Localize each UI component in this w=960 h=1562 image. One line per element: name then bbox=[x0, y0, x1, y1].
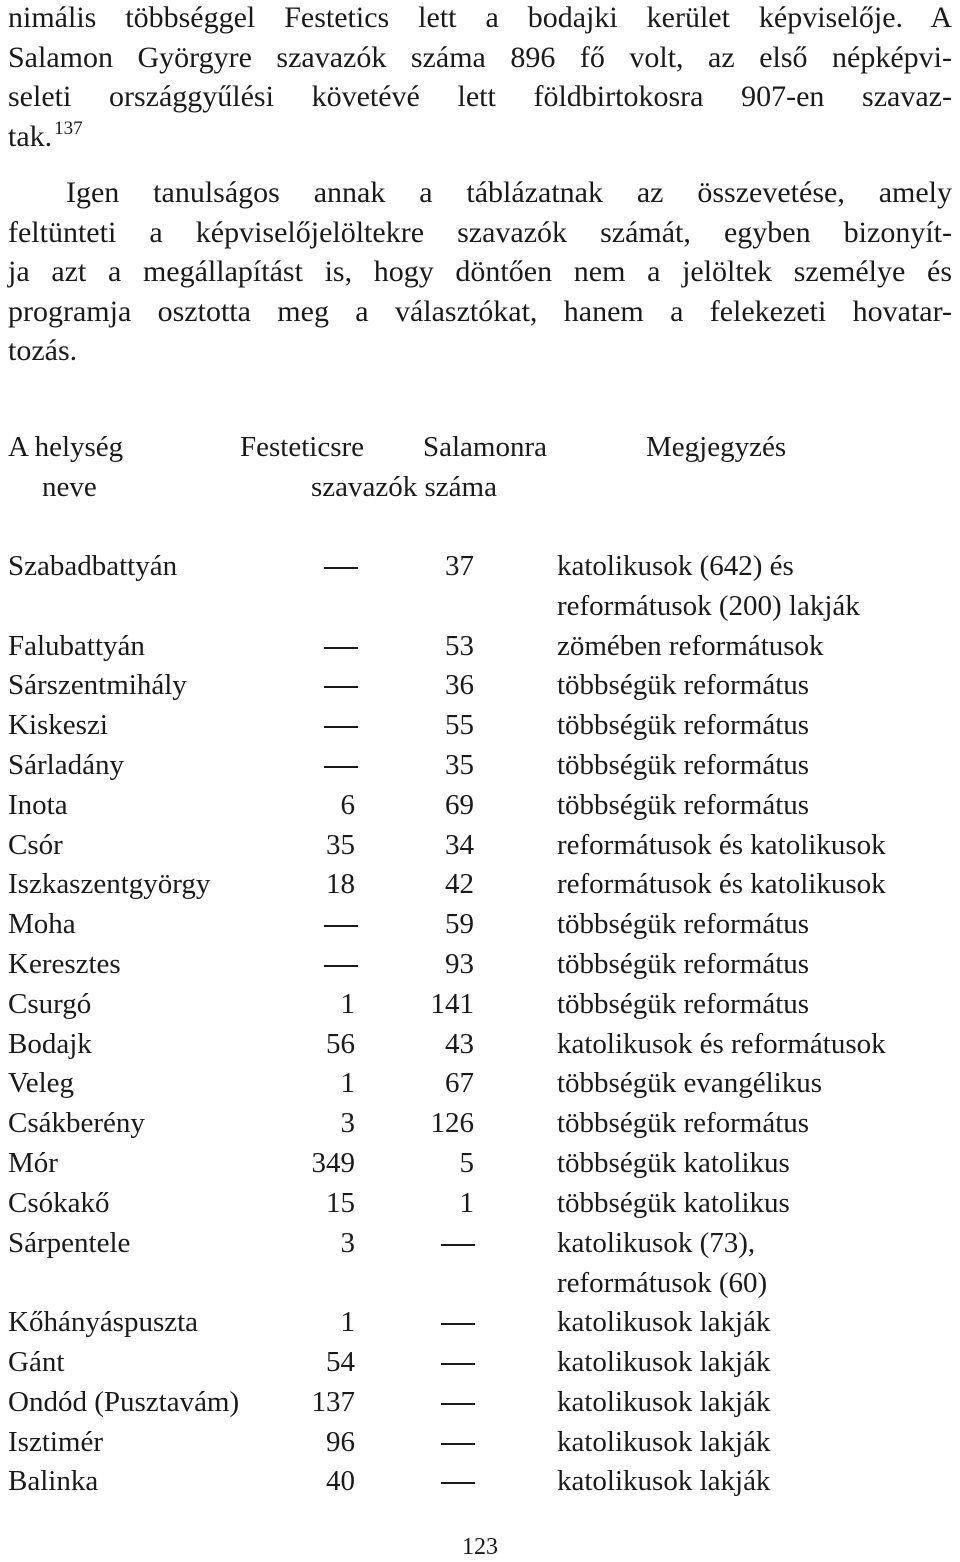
table-row bbox=[0, 1461, 960, 1501]
salamon-votes: 141 bbox=[430, 987, 474, 1020]
festetics-votes: 40 bbox=[326, 1465, 355, 1498]
festetics-votes: 137 bbox=[311, 1385, 355, 1418]
header-festetics: Festeticsre bbox=[240, 431, 365, 463]
table-row bbox=[0, 1143, 960, 1183]
table-row bbox=[0, 1342, 960, 1382]
salamon-dash bbox=[441, 1323, 475, 1325]
festetics-dash bbox=[324, 726, 358, 728]
table-row bbox=[0, 745, 960, 785]
note: katolikusok lakják bbox=[557, 1425, 771, 1458]
salamon-dash bbox=[441, 1482, 475, 1484]
place-name: Keresztes bbox=[8, 948, 121, 980]
festetics-dash bbox=[324, 567, 358, 569]
text-line: programja osztotta meg a választókat, hanem a felekezeti hovatar- bbox=[8, 294, 952, 328]
festetics-dash bbox=[324, 686, 358, 688]
table-row bbox=[0, 825, 960, 865]
place-name: Mór bbox=[8, 1147, 58, 1179]
table-row bbox=[0, 1024, 960, 1064]
salamon-dash bbox=[441, 1363, 475, 1365]
salamon-votes: 67 bbox=[445, 1067, 474, 1100]
paragraph-1 bbox=[8, 0, 952, 156]
festetics-votes: 3 bbox=[340, 1226, 355, 1259]
header-note: Megjegyzés bbox=[646, 431, 787, 463]
festetics-dash bbox=[324, 925, 358, 927]
note: többségük református bbox=[557, 987, 810, 1020]
place-name: Sárszentmihály bbox=[8, 669, 187, 702]
note: többségük református bbox=[557, 788, 810, 821]
table-row bbox=[0, 1422, 960, 1462]
place-name: Csór bbox=[8, 828, 63, 861]
salamon-votes: 37 bbox=[445, 550, 474, 582]
table-row bbox=[0, 1302, 960, 1342]
place-name: Balinka bbox=[8, 1465, 99, 1498]
note: katolikusok lakják bbox=[557, 1385, 771, 1418]
text-line: feltünteti a képviselőjelöltekre szavazók számát, egyben bizonyít- bbox=[8, 215, 952, 249]
festetics-votes: 96 bbox=[326, 1425, 355, 1458]
table-row bbox=[0, 626, 960, 666]
place-name: Csurgó bbox=[8, 987, 92, 1020]
table-row bbox=[0, 546, 960, 622]
salamon-votes: 1 bbox=[459, 1186, 474, 1219]
salamon-votes: 5 bbox=[459, 1147, 474, 1179]
festetics-votes: 15 bbox=[326, 1186, 355, 1219]
salamon-votes: 53 bbox=[445, 629, 474, 662]
place-name: Kiskeszi bbox=[8, 709, 108, 742]
paragraph-2 bbox=[8, 173, 952, 371]
salamon-votes: 93 bbox=[445, 948, 474, 980]
note: többségük református bbox=[557, 749, 810, 781]
header-place-2: neve bbox=[42, 471, 97, 503]
table-row bbox=[0, 864, 960, 904]
place-name: Sárladány bbox=[8, 749, 124, 781]
salamon-votes: 43 bbox=[445, 1027, 474, 1060]
text-line: seleti országgyűlési követévé lett földbirtokosra 907-en szavaz- bbox=[8, 80, 952, 114]
place-name: Iszkaszentgyörgy bbox=[8, 868, 211, 901]
table-row bbox=[0, 1223, 960, 1299]
place-name: Isztimér bbox=[8, 1425, 104, 1458]
table-row bbox=[0, 1103, 960, 1143]
place-name: Veleg bbox=[8, 1067, 75, 1100]
text-line: ja azt a megállapítást is, hogy döntően nem a jelöltek személye és bbox=[8, 255, 952, 289]
note: katolikusok (73), bbox=[557, 1226, 756, 1259]
text-line: Igen tanulságos annak a táblázatnak az összevetése, amely bbox=[66, 176, 952, 209]
note: többségük református bbox=[557, 948, 810, 980]
table-row bbox=[0, 984, 960, 1024]
salamon-votes: 126 bbox=[430, 1107, 474, 1140]
text-line: nimális többséggel Festetics lett a bodajki kerület képviselője. A bbox=[8, 1, 952, 34]
salamon-votes: 34 bbox=[445, 828, 474, 861]
festetics-dash bbox=[324, 647, 358, 649]
place-name: Gánt bbox=[8, 1346, 65, 1378]
note: többségük evangélikus bbox=[557, 1067, 822, 1100]
festetics-votes: 1 bbox=[340, 987, 355, 1020]
note: többségük református bbox=[557, 709, 810, 742]
table-row bbox=[0, 665, 960, 705]
festetics-votes: 6 bbox=[340, 788, 355, 821]
text-line: tozás. bbox=[8, 334, 78, 368]
note: reformátusok és katolikusok bbox=[557, 868, 886, 901]
place-name: Moha bbox=[8, 908, 76, 941]
festetics-votes: 1 bbox=[340, 1306, 355, 1339]
note: katolikusok lakják bbox=[557, 1346, 771, 1378]
place-name: Csákberény bbox=[8, 1107, 145, 1140]
table-row bbox=[0, 1183, 960, 1223]
place-name: Szabadbattyán bbox=[8, 550, 178, 582]
salamon-votes: 69 bbox=[445, 788, 474, 821]
festetics-votes: 3 bbox=[340, 1107, 355, 1140]
salamon-votes: 59 bbox=[445, 908, 474, 941]
note: többségük református bbox=[557, 908, 810, 941]
text-line: Salamon Györgyre szavazók száma 896 fő volt, az első népképvi- bbox=[8, 40, 952, 74]
salamon-votes: 42 bbox=[445, 868, 474, 901]
festetics-votes: 349 bbox=[311, 1147, 355, 1179]
note-continued: reformátusok (200) lakják bbox=[557, 590, 860, 622]
header-place: A helység bbox=[8, 431, 124, 463]
place-name: Ondód (Pusztavám) bbox=[8, 1385, 240, 1418]
salamon-dash bbox=[441, 1403, 475, 1405]
festetics-dash bbox=[324, 965, 358, 967]
place-name: Kőhányáspuszta bbox=[8, 1306, 199, 1339]
festetics-votes: 18 bbox=[326, 868, 355, 901]
note: katolikusok lakják bbox=[557, 1306, 771, 1339]
note: többségük katolikus bbox=[557, 1186, 790, 1219]
footnote-marker: 137 bbox=[54, 117, 83, 139]
note: katolikusok (642) és bbox=[557, 550, 794, 582]
note: többségük református bbox=[557, 669, 810, 702]
festetics-votes: 56 bbox=[326, 1027, 355, 1060]
note: reformátusok és katolikusok bbox=[557, 828, 886, 861]
place-name: Csókakő bbox=[8, 1186, 110, 1219]
festetics-votes: 54 bbox=[326, 1346, 355, 1378]
salamon-votes: 55 bbox=[445, 709, 474, 742]
table-row bbox=[0, 1382, 960, 1422]
salamon-dash bbox=[441, 1443, 475, 1445]
note: többségük református bbox=[557, 1107, 810, 1140]
header-voters: szavazók száma bbox=[311, 471, 497, 503]
note: katolikusok lakják bbox=[557, 1465, 771, 1498]
place-name: Sárpentele bbox=[8, 1226, 131, 1259]
festetics-votes: 1 bbox=[340, 1067, 355, 1100]
salamon-dash bbox=[441, 1244, 475, 1246]
table-row bbox=[0, 705, 960, 745]
festetics-dash bbox=[324, 766, 358, 768]
header-salamon: Salamonra bbox=[423, 431, 548, 463]
text-fragment: tak. bbox=[8, 119, 53, 153]
place-name: Bodajk bbox=[8, 1027, 92, 1060]
table-row bbox=[0, 785, 960, 825]
table-row bbox=[0, 944, 960, 984]
place-name: Inota bbox=[8, 788, 68, 821]
table-row bbox=[0, 904, 960, 944]
note: katolikusok és reformátusok bbox=[557, 1027, 886, 1060]
note-continued: reformátusok (60) bbox=[557, 1266, 768, 1299]
salamon-votes: 36 bbox=[445, 669, 474, 702]
text-line bbox=[8, 117, 952, 157]
festetics-votes: 35 bbox=[326, 828, 355, 861]
salamon-votes: 35 bbox=[445, 749, 474, 781]
note: zömében reformátusok bbox=[557, 629, 824, 662]
note: többségük katolikus bbox=[557, 1147, 790, 1179]
page-number: 123 bbox=[462, 1534, 498, 1560]
place-name: Falubattyán bbox=[8, 629, 145, 662]
table-row bbox=[0, 1063, 960, 1103]
